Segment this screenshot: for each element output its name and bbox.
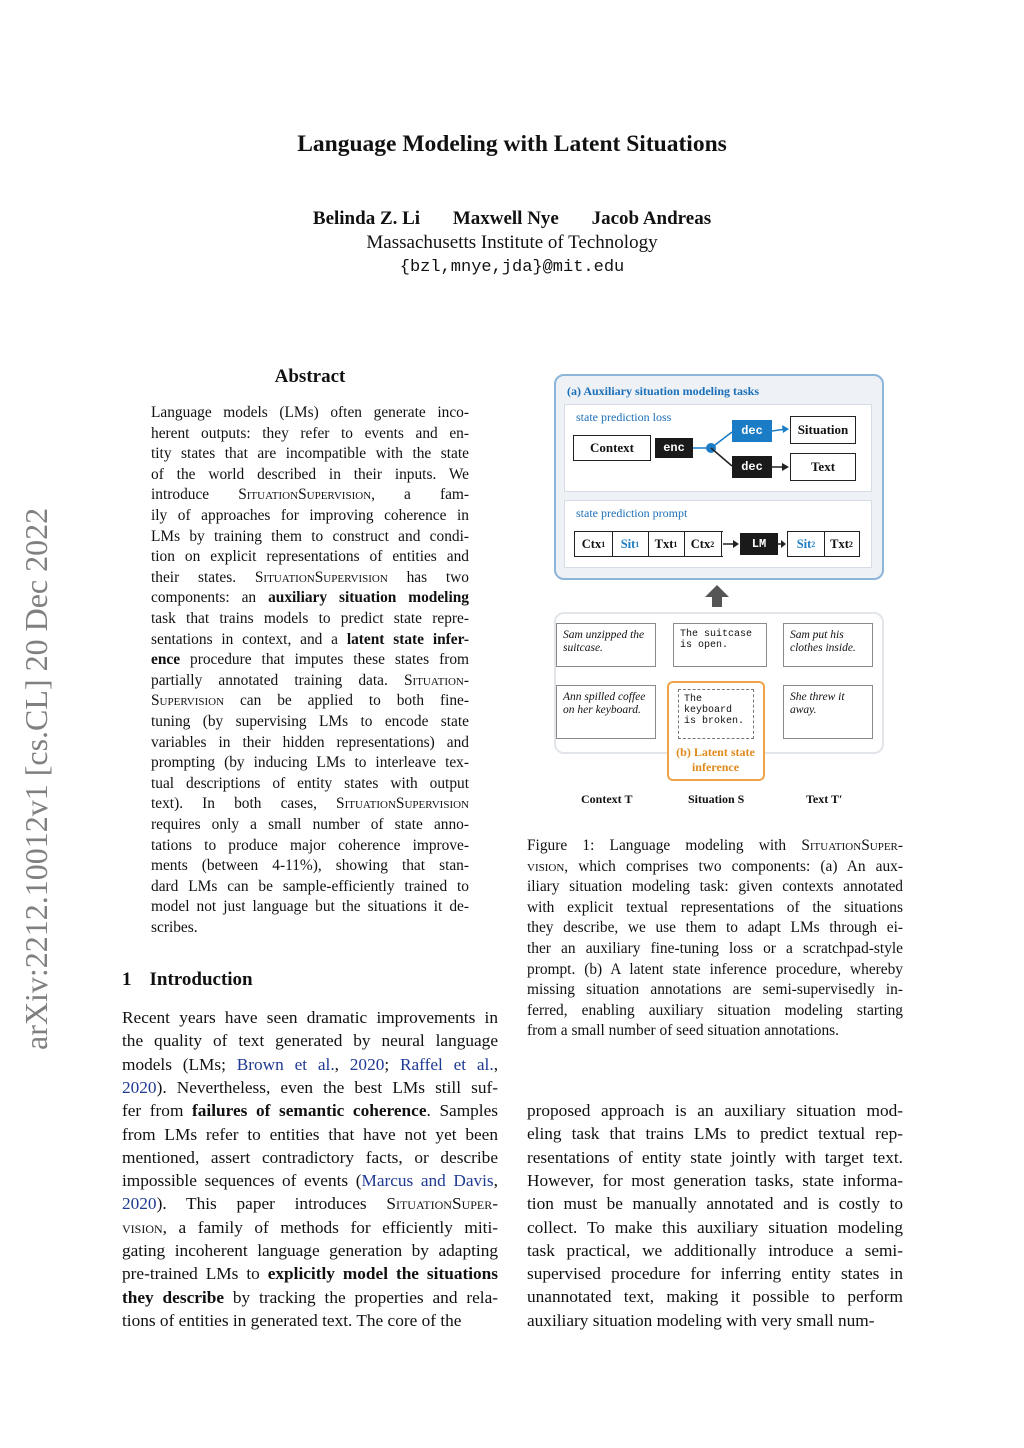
text-span: they describe, we use them to adapt LMs through ei-	[527, 919, 903, 937]
text-span: partially annotated training data.	[151, 671, 404, 689]
text-span: gating incoherent language generation by adapting	[122, 1241, 498, 1260]
text-line	[151, 588, 469, 609]
text-line	[527, 1001, 903, 1022]
text-line	[151, 568, 469, 589]
text-line	[527, 898, 903, 919]
text-span: SituationSupervision	[254, 568, 388, 586]
citation-link[interactable]: 2020	[122, 1194, 157, 1214]
text-span: their states.	[151, 568, 255, 586]
text-span: supervised procedure for inferring entity states in	[527, 1264, 903, 1284]
text-line	[527, 1216, 903, 1239]
up-arrow-icon	[702, 584, 732, 608]
text-line	[527, 1146, 903, 1169]
text-span: SituationSuper-	[386, 1194, 498, 1214]
text-span: tion must be manually annotated and is costly to	[527, 1194, 903, 1214]
text-line	[151, 485, 469, 506]
text-span: tion on explicit representations of entities and	[151, 548, 469, 566]
text-line	[151, 712, 469, 733]
text-line	[527, 1309, 903, 1332]
text-line	[122, 1309, 498, 1332]
citation-link[interactable]: Brown et al.	[236, 1054, 335, 1074]
text-span: SituationSupervision	[336, 795, 469, 813]
text-span: they describe	[122, 1287, 224, 1307]
text-line	[527, 1099, 903, 1122]
text-span: text). In both cases,	[151, 795, 337, 813]
section-heading	[122, 969, 253, 991]
text-line	[527, 939, 903, 960]
text-span: Figure 1: Language modeling with	[527, 837, 802, 854]
text-example-2: She threw it away.	[783, 685, 873, 739]
text-line	[151, 630, 469, 651]
text-line	[122, 1216, 498, 1239]
decoder-situation-box: dec	[732, 420, 772, 442]
text-line	[122, 1123, 498, 1146]
text-line	[122, 1192, 498, 1215]
loss-panel	[564, 404, 872, 492]
text-line	[527, 877, 903, 898]
text-line	[527, 980, 903, 1001]
text-line	[122, 1053, 498, 1076]
text-span: vision	[527, 857, 565, 875]
author-list	[0, 208, 1024, 230]
text-span: variables in their hidden representations) and	[151, 733, 469, 751]
situation-example-1: The suitcase is open.	[673, 623, 767, 667]
text-span: models (LMs;	[122, 1054, 237, 1074]
citation-link[interactable]: Raffel et al.	[399, 1054, 494, 1074]
text-span: sentations in context, and a	[151, 630, 347, 648]
text-span: tations to produce major coherence improve-	[151, 836, 469, 854]
context-example-1: Sam unzipped the suitcase.	[556, 623, 656, 667]
text-span: tions of entities in generated text. The core of the	[122, 1310, 462, 1330]
text-example-1: Sam put his clothes inside.	[783, 623, 873, 667]
text-line	[151, 691, 469, 712]
panel-a-title: (a) Auxiliary situation modeling tasks	[567, 384, 760, 398]
text-span: ily of approaches for improving coherence in	[151, 507, 469, 524]
text-line	[527, 836, 903, 857]
figure-1	[552, 372, 884, 812]
prompt-cell-ctx1: Ctx 1	[575, 532, 613, 556]
text-span: auxiliary situation modeling with very small num-	[527, 1310, 875, 1330]
text-line	[151, 753, 469, 774]
prompt-label: state prediction prompt	[576, 506, 688, 520]
text-line	[151, 506, 469, 527]
text-span: of the world described in their inputs. We	[151, 465, 469, 483]
text-span: fer from	[122, 1101, 193, 1121]
prompt-cell-sit2: Sit 2	[788, 532, 825, 556]
text-span: ence	[151, 651, 181, 669]
prompt-arrows	[565, 501, 871, 567]
text-span: proposed approach is an auxiliary situation mod-	[527, 1101, 903, 1120]
loss-label: state prediction loss	[576, 410, 672, 424]
text-span: failures of semantic coherence	[192, 1101, 427, 1121]
text-line	[527, 1262, 903, 1285]
text-span: collect. To make this auxiliary situation modeling	[527, 1217, 903, 1237]
text-line	[122, 1029, 498, 1052]
text-line	[151, 733, 469, 754]
text-span: ;	[384, 1054, 400, 1074]
text-line	[527, 1239, 903, 1262]
text-span: from a small number of seed situation annotations.	[527, 1022, 840, 1040]
text-span: ). This paper introduces	[156, 1194, 387, 1214]
text-span: eling task that trains LMs to predict textual rep-	[527, 1124, 903, 1144]
text-line	[151, 794, 469, 815]
text-span: components: an	[151, 589, 269, 607]
text-span: ). Nevertheless, even the best LMs still suf-	[156, 1077, 498, 1097]
text-line	[527, 960, 903, 981]
loss-arrows	[565, 405, 871, 491]
text-line	[122, 1146, 498, 1169]
arxiv-stamp: arXiv:2212.10012v1 [cs.CL] 20 Dec 2022	[18, 507, 54, 1050]
column-label-context: Context T	[581, 792, 633, 806]
affiliation: Massachusetts Institute of Technology	[366, 232, 658, 253]
prompt-panel	[564, 500, 872, 568]
decoder-text-box: dec	[732, 456, 772, 478]
text-span: herent outputs: they refer to events and en-	[151, 424, 469, 442]
prompt-cell-ctx2: Ctx 2	[684, 532, 722, 556]
text-line	[122, 1239, 498, 1262]
text-span: procedure that imputes these states from	[180, 651, 469, 669]
text-span: scribes.	[151, 919, 198, 936]
text-span: , which comprises two components: (a) An aux-	[564, 857, 903, 875]
text-span: resentations of entity state jointly with target text.	[527, 1147, 903, 1167]
text-span: tity states that are incompatible with the state	[151, 445, 469, 463]
text-span: tual descriptions of entity states with output	[151, 774, 469, 792]
text-line	[151, 650, 469, 671]
situation-box: Situation	[790, 416, 856, 444]
text-span: . Samples	[426, 1101, 499, 1121]
text-span: by tracking the properties and rela-	[224, 1287, 498, 1307]
text-span: prompting (by inducing LMs to interleave tex-	[151, 754, 469, 772]
text-span: iliary situation modeling task: given contexts annotated	[527, 878, 903, 896]
text-span: However, for most generation tasks, state informa-	[527, 1170, 903, 1190]
text-span: task that trains models to predict state repre-	[151, 610, 469, 627]
text-line	[151, 609, 469, 630]
text-span: model not just language but the situations it de-	[151, 898, 469, 916]
text-line	[527, 1122, 903, 1145]
text-span: requires only a small number of state anno-	[151, 816, 469, 833]
column-label-situation: Situation S	[688, 792, 745, 806]
situation-example-2: The keyboard is broken.	[678, 689, 754, 739]
text-span: with explicit textual representations of the situations	[527, 898, 903, 916]
context-box: Context	[573, 435, 651, 461]
text-span: Supervision	[151, 692, 225, 710]
text-line	[151, 774, 469, 795]
text-span: Situation-	[403, 671, 469, 689]
text-line	[151, 671, 469, 692]
text-line	[122, 1099, 498, 1122]
text-line	[527, 1285, 903, 1308]
text-span: LMs by training them to construct and condi-	[151, 527, 469, 545]
prompt-cell-txt2: Txt 2	[824, 532, 860, 556]
prompt-cell-txt1: Txt 1	[648, 532, 685, 556]
text-line	[151, 877, 469, 898]
text-span: tuning (by supervising LMs to encode state	[151, 713, 469, 730]
prompt-cell-sit1: Sit 1	[612, 532, 649, 556]
text-span: vision	[122, 1217, 163, 1237]
panel-b-title: (b) Latent state inference	[676, 745, 755, 774]
text-span: task practical, we additionally introduce a semi-	[527, 1240, 903, 1260]
text-span: , a family of methods for efficiently miti-	[162, 1217, 498, 1237]
encoder-box: enc	[655, 438, 693, 458]
text-line	[527, 857, 903, 878]
text-span: ther an auxiliary fine-tuning loss or a scratchpad-style	[527, 940, 903, 957]
author-name: Jacob Andreas	[591, 208, 712, 229]
paper-title: Language Modeling with Latent Situations	[297, 131, 727, 157]
text-box: Text	[790, 453, 856, 481]
text-line	[151, 547, 469, 568]
text-span: prompt. (b) A latent state inference procedure, whereby	[527, 960, 903, 978]
text-line	[527, 1192, 903, 1215]
text-span: ,	[493, 1054, 499, 1074]
text-span: Recent years have seen dramatic improvements in	[122, 1008, 498, 1027]
text-line	[151, 836, 469, 857]
text-span: explicitly model the situations	[267, 1264, 498, 1284]
text-line	[122, 1169, 498, 1192]
text-span: from LMs refer to entities that have not yet been	[122, 1124, 498, 1144]
latent-inference-highlight	[667, 681, 765, 781]
context-example-2: Ann spilled coffee on her keyboard.	[556, 685, 656, 739]
text-line	[151, 444, 469, 465]
section-number: 1	[122, 969, 132, 990]
text-line	[527, 1169, 903, 1192]
text-span: missing situation annotations are semi-supervisedly in-	[527, 981, 903, 999]
text-line	[122, 1006, 498, 1029]
citation-link[interactable]: 2020	[122, 1077, 157, 1097]
text-span: impossible sequences of events (	[122, 1171, 362, 1191]
text-span: the quality of text generated by neural language	[122, 1031, 498, 1051]
abstract-heading: Abstract	[274, 366, 346, 387]
text-span: unannotated text, making it possible to perform	[527, 1287, 903, 1307]
text-line	[151, 856, 469, 877]
text-span: Language models (LMs) often generate inco-	[151, 404, 469, 421]
text-span: auxiliary situation modeling	[268, 589, 469, 607]
text-span: SituationSuper-	[801, 837, 903, 854]
text-span: can be applied to both fine-	[224, 692, 469, 710]
column-label-text: Text T′	[806, 792, 843, 806]
panel-a	[554, 374, 884, 580]
text-span: has two	[387, 568, 469, 586]
text-span: ,	[334, 1054, 350, 1074]
text-span: mentioned, assert contradictory facts, or describe	[122, 1147, 498, 1167]
text-line	[151, 527, 469, 548]
author-email: {bzl,mnye,jda}@mit.edu	[399, 258, 625, 277]
text-span: ferred, enabling auxiliary situation modeling starting	[527, 1001, 903, 1019]
text-span: latent state infer-	[346, 630, 469, 648]
text-span: , a fam-	[371, 486, 469, 504]
text-line	[151, 918, 469, 939]
text-span: ments (between 4-11%), showing that stan-	[151, 857, 469, 875]
text-line	[122, 1286, 498, 1309]
text-span: pre-trained LMs to	[122, 1264, 268, 1284]
text-line	[151, 815, 469, 836]
text-line	[122, 1262, 498, 1285]
text-line	[151, 897, 469, 918]
author-name: Belinda Z. Li	[312, 208, 421, 229]
author-name: Maxwell Nye	[452, 208, 559, 229]
text-line	[151, 465, 469, 486]
text-line	[527, 918, 903, 939]
citation-link[interactable]: Marcus and Davis	[361, 1171, 494, 1191]
section-title: Introduction	[149, 969, 253, 990]
text-span: ,	[493, 1171, 498, 1191]
text-line	[122, 1076, 498, 1099]
text-span: introduce	[151, 486, 239, 504]
text-line	[151, 403, 469, 424]
citation-link[interactable]: 2020	[349, 1054, 385, 1074]
text-line	[527, 1021, 903, 1042]
text-span: dard LMs can be sample-efficiently trained to	[151, 877, 469, 895]
text-line	[151, 424, 469, 445]
text-span: SituationSupervision	[238, 486, 372, 504]
lm-box: LM	[740, 533, 778, 555]
